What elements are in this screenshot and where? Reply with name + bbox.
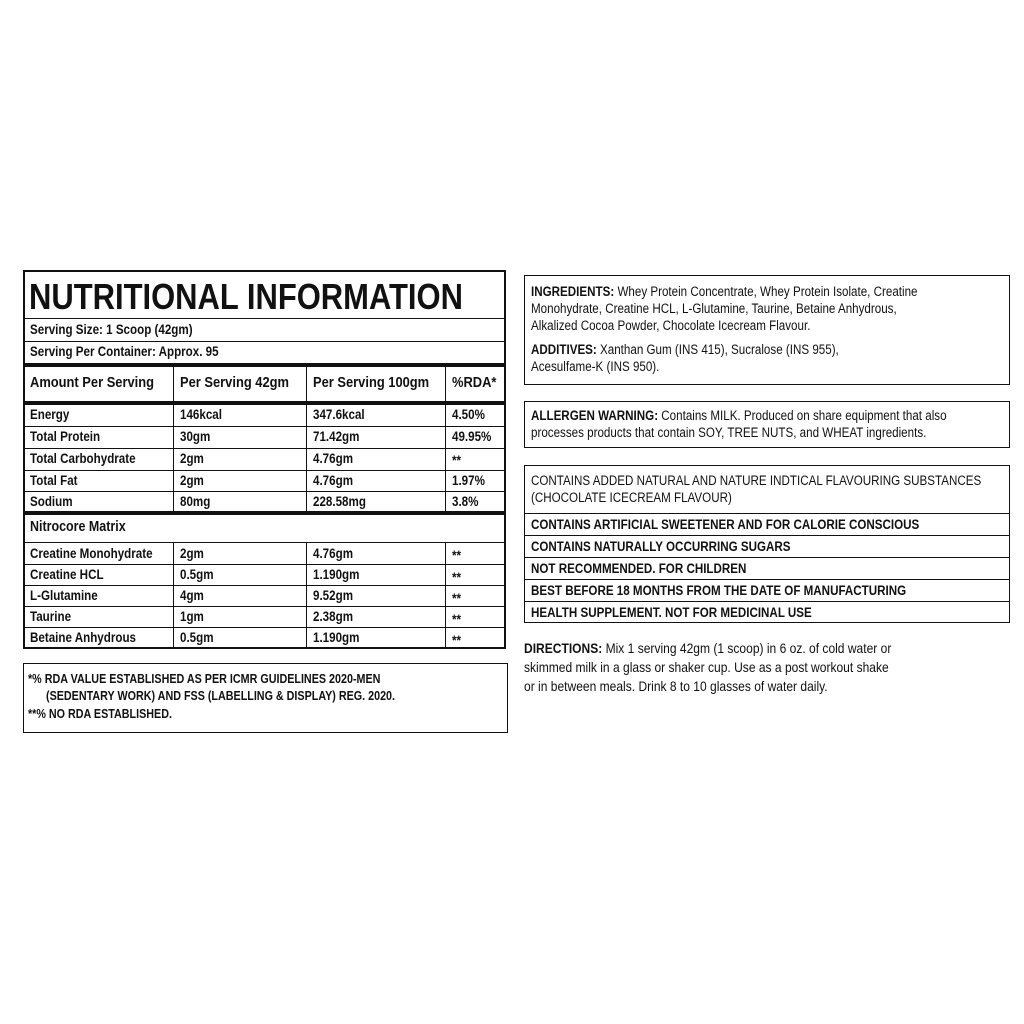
table-cell: 2.38gm xyxy=(313,609,354,624)
table-cell: 9.52gm xyxy=(313,588,354,603)
table-row-label: Energy xyxy=(30,407,70,422)
table-row-label: Creatine Monohydrate xyxy=(30,546,153,561)
claim-divider xyxy=(525,513,1009,514)
directions-line: skimmed milk in a glass or shaker cup. Use as a post workout shake xyxy=(524,659,889,675)
table-cell: 1.97% xyxy=(452,473,485,488)
claim-line: CONTAINS ADDED NATURAL AND NATURE INDTICAL FLAVOURING SUBSTANCES xyxy=(531,473,982,488)
ingredients-box xyxy=(524,275,1010,385)
claim-line: CONTAINS ARTIFICIAL SWEETENER AND FOR CALORIE CONSCIOUS xyxy=(531,517,920,532)
claim-divider xyxy=(525,557,1009,558)
claim-divider xyxy=(525,601,1009,602)
table-cell: 49.95% xyxy=(452,429,492,444)
table-cell: ** xyxy=(452,633,462,648)
col-divider xyxy=(445,542,446,648)
thick-divider xyxy=(25,511,504,515)
allergen-line: processes products that contain SOY, TREE NUTS, and WHEAT ingredients. xyxy=(531,425,927,440)
table-cell: 4.76gm xyxy=(313,546,354,561)
table-cell: 71.42gm xyxy=(313,429,360,444)
thick-divider xyxy=(25,401,504,405)
table-cell: 1.190gm xyxy=(313,567,360,582)
table-cell: 3.8% xyxy=(452,494,479,509)
col-divider xyxy=(306,542,307,648)
table-cell: 4.76gm xyxy=(313,473,354,488)
footnote-line: *% RDA VALUE ESTABLISHED AS PER ICMR GUIDELINES 2020-MEN xyxy=(28,672,381,686)
directions-line: or in between meals. Drink 8 to 10 glasses of water daily. xyxy=(524,678,828,694)
row-divider xyxy=(25,491,504,492)
claim-line: CONTAINS NATURALLY OCCURRING SUGARS xyxy=(531,539,791,554)
table-cell: 4.50% xyxy=(452,407,485,422)
table-row-label: Total Protein xyxy=(30,429,101,444)
nutrition-panel xyxy=(23,270,506,649)
table-cell: 228.58mg xyxy=(313,494,366,509)
rda-footnote xyxy=(23,663,508,733)
table-row-label: Taurine xyxy=(30,609,72,624)
directions xyxy=(524,639,951,696)
table-row-label: Creatine HCL xyxy=(30,567,104,582)
nutrition-title: NUTRITIONAL INFORMATION xyxy=(29,276,463,317)
header-per-100: Per Serving 100gm xyxy=(313,374,430,391)
ingredients-line: Alkalized Cocoa Powder, Chocolate Icecream Flavour. xyxy=(531,318,811,333)
claim-divider xyxy=(525,579,1009,580)
table-cell: 4gm xyxy=(180,588,204,603)
table-cell: 146kcal xyxy=(180,407,222,422)
header-amount: Amount Per Serving xyxy=(30,374,155,391)
serving-size: Serving Size: 1 Scoop (42gm) xyxy=(30,322,193,337)
claim-line: NOT RECOMMENDED. FOR CHILDREN xyxy=(531,561,747,576)
thick-divider xyxy=(25,363,504,367)
table-row-label: L-Glutamine xyxy=(30,588,98,603)
footnote-line: (SEDENTARY WORK) AND FSS (LABELLING & DISPLAY) REG. 2020. xyxy=(46,689,396,703)
claim-line: BEST BEFORE 18 MONTHS FROM THE DATE OF MANUFACTURING xyxy=(531,583,907,598)
additives-line: ADDITIVES: Xanthan Gum (INS 415), Sucralose (INS 955), xyxy=(531,342,839,357)
claim-line: (CHOCOLATE ICECREAM FLAVOUR) xyxy=(531,490,732,505)
table-cell: 0.5gm xyxy=(180,567,214,582)
claim-line: HEALTH SUPPLEMENT. NOT FOR MEDICINAL USE xyxy=(531,605,812,620)
table-cell: 2gm xyxy=(180,546,204,561)
ingredients-line: Monohydrate, Creatine HCL, L-Glutamine, Taurine, Betaine Anhydrous, xyxy=(531,301,897,316)
col-divider xyxy=(173,542,174,648)
table-cell: ** xyxy=(452,591,462,606)
row-divider xyxy=(25,606,504,607)
servings-per-container: Serving Per Container: Approx. 95 xyxy=(30,344,219,359)
table-row-label: Betaine Anhydrous xyxy=(30,630,137,645)
additives-line: Acesulfame-K (INS 950). xyxy=(531,359,660,374)
row-divider xyxy=(25,470,504,471)
table-cell: 2gm xyxy=(180,451,204,466)
claims-box xyxy=(524,465,1010,623)
allergen-line: ALLERGEN WARNING: Contains MILK. Produced on share equipment that also xyxy=(531,408,947,423)
table-row-label: Total Carbohydrate xyxy=(30,451,136,466)
table-cell: 2gm xyxy=(180,473,204,488)
table-row-label: Sodium xyxy=(30,494,73,509)
table-cell: 0.5gm xyxy=(180,630,214,645)
table-cell: ** xyxy=(452,570,462,585)
table-cell: ** xyxy=(452,548,462,563)
ingredients-line: INGREDIENTS: Whey Protein Concentrate, Whey Protein Isolate, Creatine xyxy=(531,284,918,299)
header-rda: %RDA* xyxy=(452,374,497,391)
allergen-box xyxy=(524,401,1010,448)
claim-divider xyxy=(525,535,1009,536)
table-cell: 1gm xyxy=(180,609,204,624)
table-cell: 4.76gm xyxy=(313,451,354,466)
table-cell: 347.6kcal xyxy=(313,407,365,422)
footnote-line: **% NO RDA ESTABLISHED. xyxy=(28,707,172,721)
header-per-42: Per Serving 42gm xyxy=(180,374,289,391)
table-cell: 80mg xyxy=(180,494,211,509)
table-cell: ** xyxy=(452,453,462,468)
table-cell: 1.190gm xyxy=(313,630,360,645)
table-cell: 30gm xyxy=(180,429,211,444)
table-cell: ** xyxy=(452,612,462,627)
table-row-label: Total Fat xyxy=(30,473,78,488)
matrix-title: Nitrocore Matrix xyxy=(30,519,126,535)
directions-line: DIRECTIONS: Mix 1 serving 42gm (1 scoop) in 6 oz. of cold water or xyxy=(524,640,892,656)
